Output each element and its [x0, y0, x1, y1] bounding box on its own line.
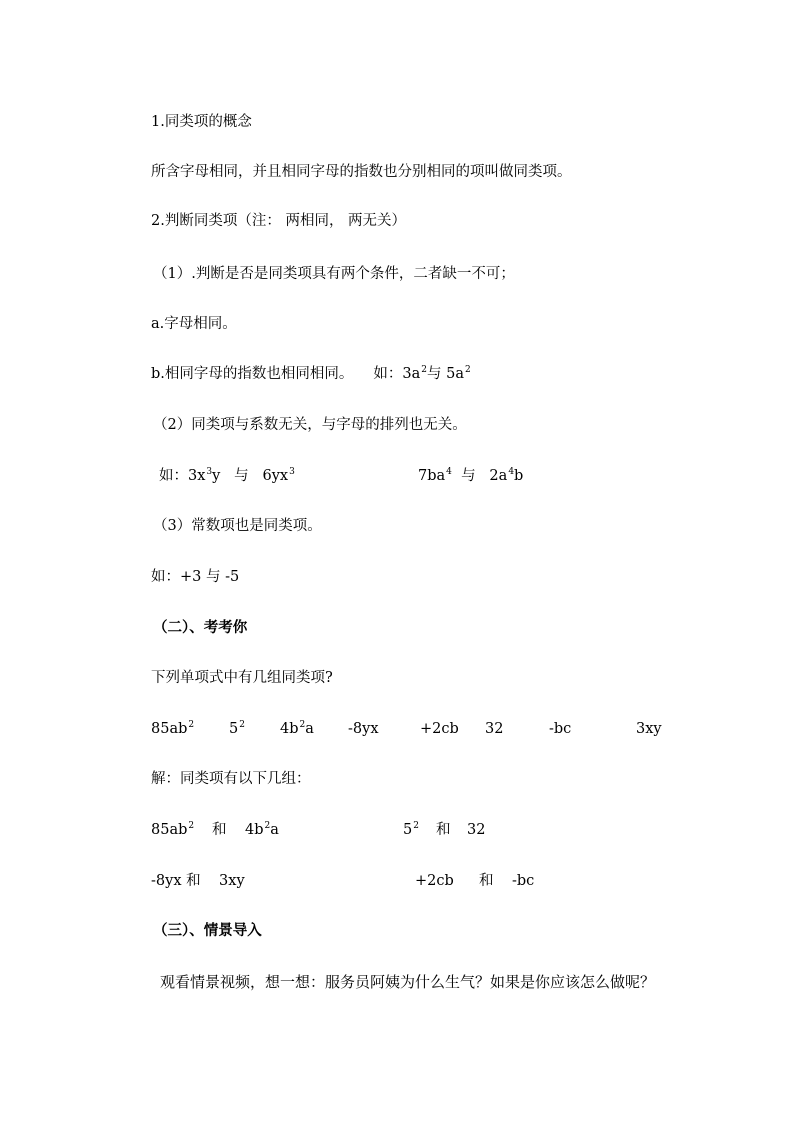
pair-4-and: 和 [479, 873, 494, 889]
rule-b [151, 364, 471, 386]
example-2-rest1: y 与 6yx [212, 468, 289, 484]
example-2-sup2: 3 [289, 467, 295, 477]
term-2-sup: 2 [239, 720, 245, 730]
example-2-right-sup1: 4 [446, 467, 452, 477]
term-7: -bc [549, 721, 572, 737]
term-8: 3xy [636, 721, 662, 737]
concept-heading: 1.同类项的概念 [151, 114, 252, 130]
pair-1-b [245, 820, 279, 842]
example-2-right-b: b [514, 468, 524, 484]
term-1-sup: 2 [188, 720, 195, 730]
rule-b-example-prefix: 如：3a [373, 366, 421, 382]
example-2-right-mid: 与 2a [451, 468, 508, 484]
pair-1-a [151, 820, 194, 842]
rule-b-example-sup1: 2 [421, 365, 427, 375]
rule-a: a.字母相同。 [151, 316, 237, 332]
term-2-text: 5 [229, 721, 239, 737]
scenario-text: 观看情景视频，想一想：服务员阿姨为什么生气？如果是你应该怎么做呢？ [160, 973, 656, 991]
pair-2-and: 和 [436, 822, 451, 838]
term-3-sup: 2 [299, 720, 306, 730]
answer-intro: 解：同类项有以下几组： [151, 771, 311, 787]
term-1 [151, 719, 194, 741]
pair-4-b: -bc [512, 873, 535, 889]
term-4: -8yx [348, 721, 379, 737]
pair-1-b-text: 4b [245, 822, 264, 838]
example-3: 如：+3 与 -5 [151, 569, 240, 585]
concept-definition: 所含字母相同，并且相同字母的指数也分别相同的项叫做同类项。 [151, 164, 572, 180]
term-3 [280, 719, 314, 741]
example-2-right [418, 466, 523, 488]
example-2-sup1: 3 [206, 467, 213, 477]
example-2-prefix: 如：3x [159, 468, 206, 484]
pair-2-b: 32 [467, 822, 486, 838]
judge-rule-1: （1）.判断是否是同类项具有两个条件，二者缺一不可； [153, 266, 515, 282]
example-2-right-sup2: 4 [508, 467, 515, 477]
judge-heading: 2.判断同类项（注： 两相同， 两无关） [151, 213, 407, 229]
pair-2-a-sup: 2 [413, 821, 419, 831]
pair-1-a-text: 85ab [151, 822, 188, 838]
term-1-text: 85ab [151, 721, 188, 737]
judge-rule-2: （2）同类项与系数无关，与字母的排列也无关。 [153, 417, 467, 433]
pair-1-b-sup: 2 [264, 821, 271, 831]
pair-1-b-text-2: a [270, 822, 279, 838]
pair-2-a [403, 820, 419, 842]
pair-1-a-sup: 2 [188, 821, 195, 831]
rule-b-example-sup2: 2 [464, 365, 471, 375]
section-3-heading: （三）、情景导入 [153, 922, 262, 939]
section-2-heading: （二）、考考你 [153, 619, 248, 636]
pair-4-a: +2cb [415, 873, 454, 889]
pair-1-and: 和 [212, 822, 227, 838]
term-3-text-a: 4b [280, 721, 299, 737]
pair-2-a-text: 5 [403, 822, 413, 838]
term-2 [229, 719, 245, 741]
rule-b-text: b.相同字母的指数也相同相同。 [151, 366, 354, 382]
example-2 [159, 466, 295, 488]
example-2-right-a: 7ba [418, 468, 446, 484]
term-6: 32 [485, 721, 504, 737]
pair-3: -8yx 和 3xy [151, 873, 245, 889]
question: 下列单项式中有几组同类项? [151, 670, 333, 686]
rule-b-example-mid: 与 5a [427, 366, 464, 382]
term-5: +2cb [420, 721, 459, 737]
judge-rule-3: （3）常数项也是同类项。 [153, 518, 322, 534]
term-3-text-b: a [305, 721, 314, 737]
